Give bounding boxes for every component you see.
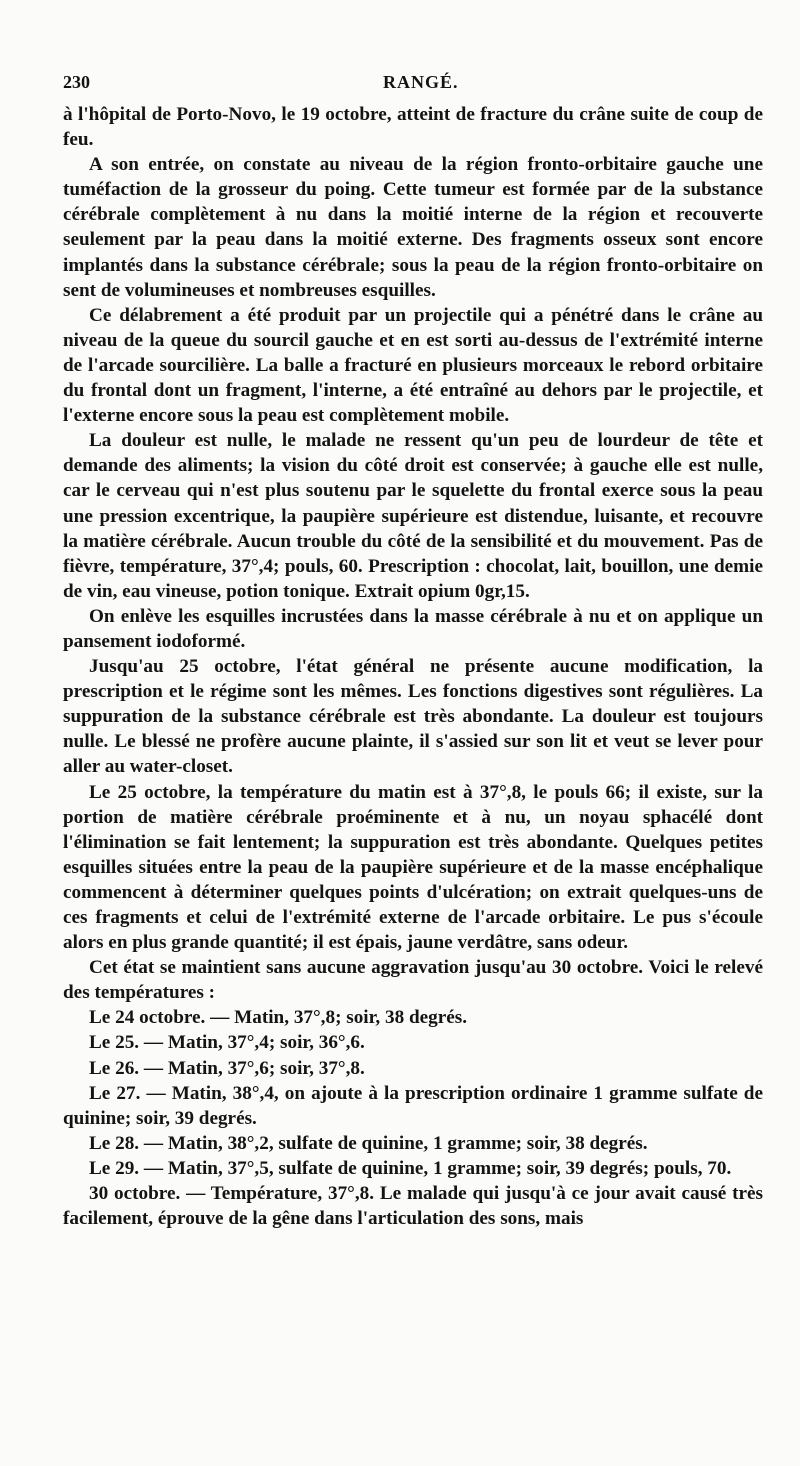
paragraph: La douleur est nulle, le malade ne ressent qu'un peu de lourdeur de tête et demande des aliments; la vision du côté droit est conservée; à gauche elle est nulle, car le cerveau qui n'est plus soutenu par le squelette du frontal exerce sous la peau une pression excentrique, la paupière supérieure est distendue, luisante, et recouvre la matière cérébrale. Aucun trouble du côté de la sensibilité et du mouvement. Pas de fièvre, température, 37°,4; pouls, 60. Prescription : chocolat, lait, bouillon, une demie de vin, eau vineuse, potion tonique. Extrait opium 0gr,15. xyxy=(63,430,763,602)
book-page xyxy=(63,72,763,1231)
paragraph: Jusqu'au 25 octobre, l'état général ne présente aucune modification, la prescription et le régime sont les mêmes. Les fonctions digestives sont régulières. La suppuration de la substance cérébrale est très abondante. La douleur est toujours nulle. Le blessé ne profère aucune plainte, il s'assied sur son lit et veut se lever pour aller au water-closet. xyxy=(63,656,763,778)
page-header xyxy=(63,72,763,100)
paragraph: A son entrée, on constate au niveau de la région fronto-orbitaire gauche une tuméfaction de la grosseur du poing. Cette tumeur est formée par de la substance cérébrale complètement à nu dans la moitié interne de la région et recouverte seulement par la peau dans la moitié externe. Des fragments osseux sont encore implantés dans la substance cérébrale; sous la peau de la région fronto-orbitaire on sent de volumineuses et nombreuses esquilles. xyxy=(63,154,763,301)
temperature-entry: Le 28. — Matin, 38°,2, sulfate de quinine, 1 gramme; soir, 38 degrés. xyxy=(89,1132,648,1154)
paragraph: 30 octobre. — Température, 37°,8. Le malade qui jusqu'à ce jour avait causé très facilement, éprouve de la gêne dans l'articulation des sons, mais xyxy=(63,1183,763,1230)
temperature-entry: Le 27. — Matin, 38°,4, on ajoute à la prescription ordinaire 1 gramme sulfate de quinine; soir, 39 degrés. xyxy=(63,1082,763,1129)
paragraph: On enlève les esquilles incrustées dans la masse cérébrale à nu et on applique un pansement iodoformé. xyxy=(63,605,763,652)
body-text xyxy=(63,102,763,1231)
temperature-entry: Le 24 octobre. — Matin, 37°,8; soir, 38 degrés. xyxy=(89,1007,468,1029)
paragraph: à l'hôpital de Porto-Novo, le 19 octobre, atteint de fracture du crâne suite de coup de feu. xyxy=(63,104,763,151)
paragraph: Le 25 octobre, la température du matin est à 37°,8, le pouls 66; il existe, sur la portion de matière cérébrale proéminente et à nu, un noyau sphacélé dont l'élimination se fait lentement; la suppuration est très abondante. Quelques petites esquilles situées entre la peau de la paupière supérieure et de la masse encéphalique commencent à déterminer quelques points d'ulcération; on extrait quelques-uns de ces fragments et celui de l'extrémité externe de l'arcade orbitaire. Le pus s'écoule alors en plus grande quantité; il est épais, jaune verdâtre, sans odeur. xyxy=(63,781,763,954)
paragraph: Ce délabrement a été produit par un projectile qui a pénétré dans le crâne au niveau de la queue du sourcil gauche et en est sorti au-dessus de l'extrémité interne de l'arcade sourcilière. La balle a fracturé en plusieurs morceaux le rebord orbitaire du frontal dont un fragment, l'interne, a été entraîné au dehors par le projectile, et l'externe encore sous la peau est complètement mobile. xyxy=(63,304,763,427)
temperature-entry: Le 29. — Matin, 37°,5, sulfate de quinine, 1 gramme; soir, 39 degrés; pouls, 70. xyxy=(89,1157,732,1179)
paragraph: Cet état se maintient sans aucune aggravation jusqu'au 30 octobre. Voici le relevé des températures : xyxy=(63,957,763,1004)
running-head: RANGÉ. xyxy=(383,72,459,92)
page-number: 230 xyxy=(63,72,90,92)
temperature-entry: Le 25. — Matin, 37°,4; soir, 36°,6. xyxy=(89,1032,365,1054)
temperature-entry: Le 26. — Matin, 37°,6; soir, 37°,8. xyxy=(89,1057,365,1079)
